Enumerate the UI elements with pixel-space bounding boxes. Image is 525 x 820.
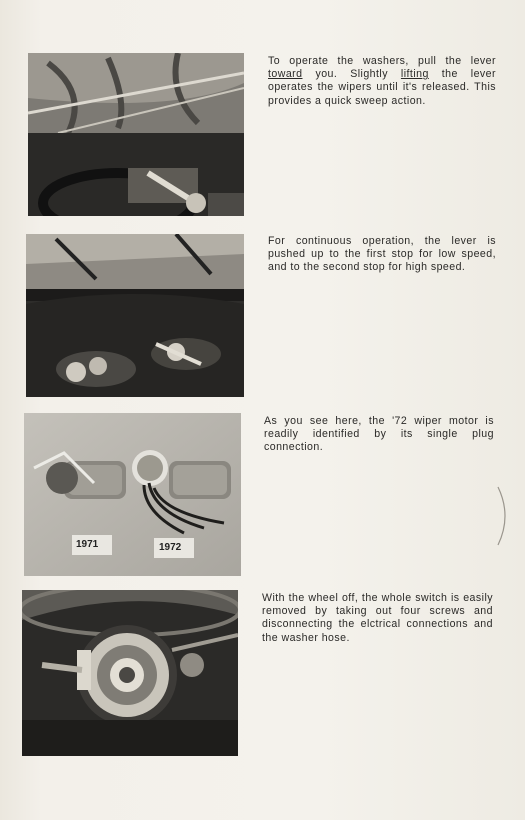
photo-washer-lever	[28, 53, 244, 216]
caption-motor: As you see here, the '72 wiper motor is readily identified by its single plug connection.	[264, 415, 494, 454]
label-1972: 1972	[159, 542, 182, 553]
page-edge-mark	[496, 485, 514, 547]
caption-washers-text-1: To operate the washers, pull the lever	[268, 55, 496, 67]
caption-continuous: For continuous operation, the lever is pushed up to the first stop for low speed, and to the second stop for high speed.	[268, 235, 496, 274]
caption-washers-lifting: lifting	[400, 68, 429, 81]
photo-steering-switch	[22, 590, 238, 756]
caption-washers-text-2: you. Slightly	[302, 68, 401, 81]
label-1971: 1971	[76, 539, 99, 550]
caption-washers-toward: toward	[268, 68, 303, 81]
caption-washers-text-3: the lever operates the wipers until it's released. This provides a quick sweep action.	[268, 68, 496, 107]
caption-switch: With the wheel off, the whole switch is easily removed by taking out four screws and disconnecting the elctrical connections and the washer hose.	[262, 592, 493, 644]
caption-washers	[268, 55, 496, 108]
photo-continuous-operation	[26, 234, 244, 397]
photo-wiper-motors	[24, 413, 241, 576]
